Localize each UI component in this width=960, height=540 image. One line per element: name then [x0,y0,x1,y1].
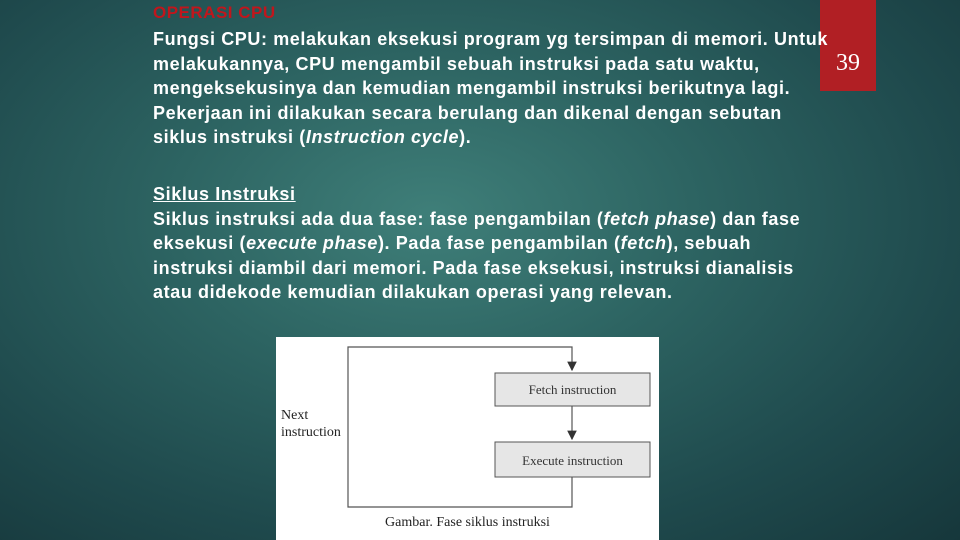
para2-text-2: ) dan fase eksekusi ( [153,208,801,253]
instruction-cycle-figure [276,337,659,540]
para2-text-4: ), sebuah instruksi diambil dari memori. Pada fase eksekusi, instruksi dianalisis atau didekode kemudian dilakukan operasi yang relevan. [153,233,794,302]
para1-italic: Instruction cycle [305,127,460,147]
fetch-label: Fetch instruction [528,382,617,397]
para2-italic-2: execute phase [246,233,378,253]
para1-text: Fungsi CPU: melakukan eksekusi program yg tersimpan di memori. Untuk melakukannya, CPU mengambil sebuah instruksi pada satu waktu, mengeksekusinya dan kemudian mengambil instruksi berikutnya lagi. Pekerjaan ini dilakukan secara berulang dan dikenal dengan sebutan siklus instruksi ( [153,29,828,147]
figure-caption: Gambar. Fase siklus instruksi [385,515,550,530]
execute-label: Execute instruction [522,453,623,468]
next-instruction-label [281,407,341,441]
paragraph-cpu-function [153,27,833,150]
para2-text-1: Siklus instruksi ada dua fase: fase pengambilan ( [153,208,604,229]
slide-heading: OPERASI CPU [153,3,276,22]
para2-italic-3: fetch [620,233,667,253]
loop-connector [348,347,572,507]
para1-end: ). [459,127,472,147]
paragraph-instruction-cycle [153,182,833,305]
section-title: Siklus Instruksi [153,184,296,204]
next-label-line2: instruction [281,425,341,440]
next-label-line1: Next [281,408,309,423]
slide-number: 39 [836,50,860,76]
para2-italic-1: fetch phase [603,208,711,229]
para2-text-3: ). Pada fase pengambilan ( [377,233,621,253]
